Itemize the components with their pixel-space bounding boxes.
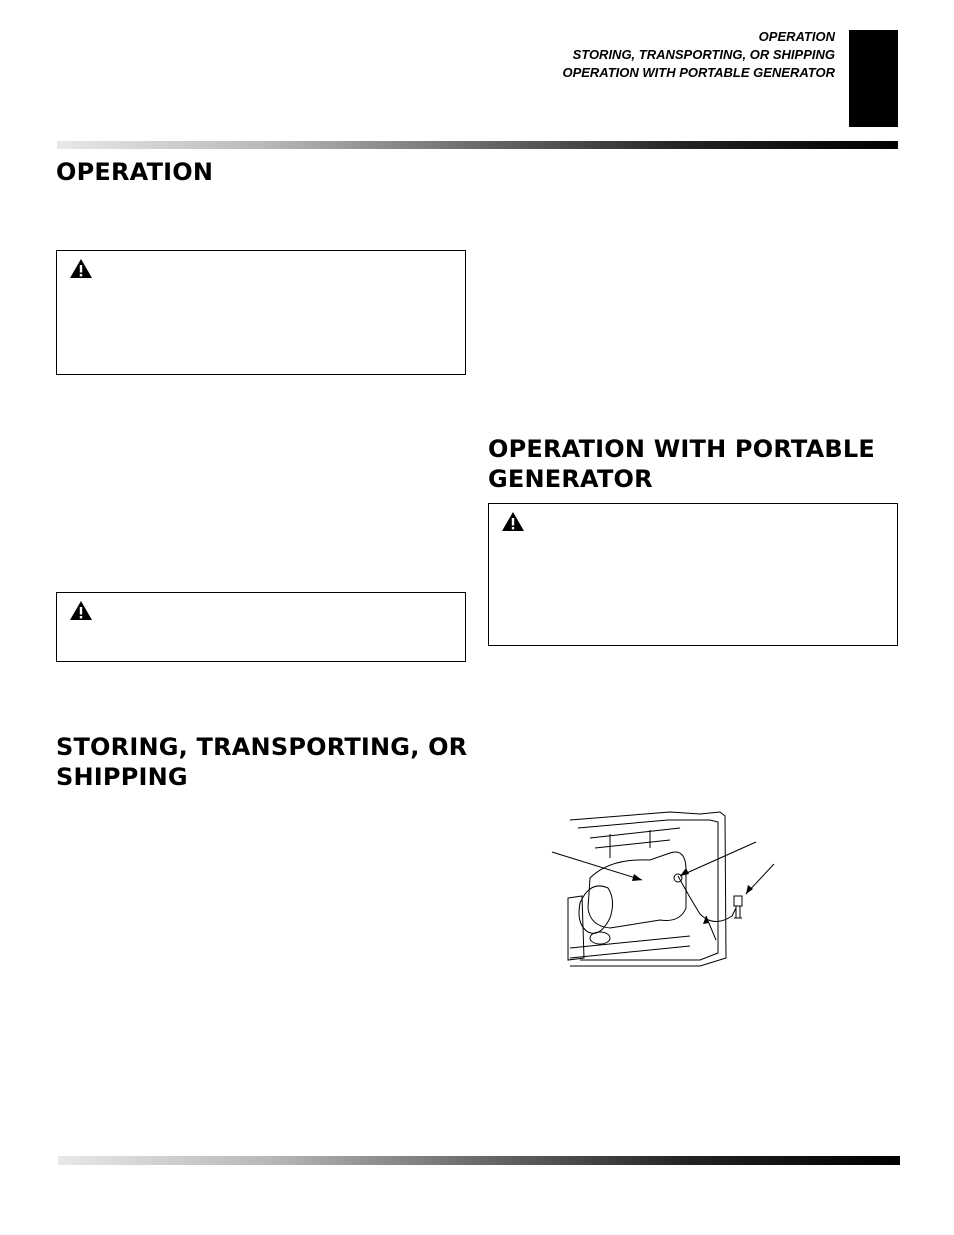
warning-triangle-icon <box>501 511 525 532</box>
section-tab-marker <box>849 30 898 127</box>
generator-heading: OPERATION WITH PORTABLE GENERATOR <box>488 435 875 493</box>
generator-grounding-illustration <box>550 808 780 974</box>
warning-box-operation <box>56 250 466 375</box>
running-head <box>562 28 835 82</box>
engine-body <box>588 852 686 928</box>
warning-triangle-icon <box>69 258 93 279</box>
ground-clamp <box>734 896 742 906</box>
top-rule <box>57 141 898 149</box>
bottom-rule <box>58 1156 900 1165</box>
operation-heading: OPERATION <box>56 158 214 186</box>
running-head-line-2: STORING, TRANSPORTING, OR SHIPPING <box>572 47 835 62</box>
warning-triangle-icon <box>69 600 93 621</box>
running-head-line-1: OPERATION <box>758 29 835 44</box>
leader-line-1 <box>552 852 642 880</box>
generator-frame-inner <box>578 820 718 960</box>
warning-box-operation-2 <box>56 592 466 662</box>
storing-heading: STORING, TRANSPORTING, OR SHIPPING <box>56 733 468 791</box>
ground-wire <box>678 876 736 922</box>
warning-box-generator <box>488 503 898 646</box>
running-head-line-3: OPERATION WITH PORTABLE GENERATOR <box>562 65 835 80</box>
